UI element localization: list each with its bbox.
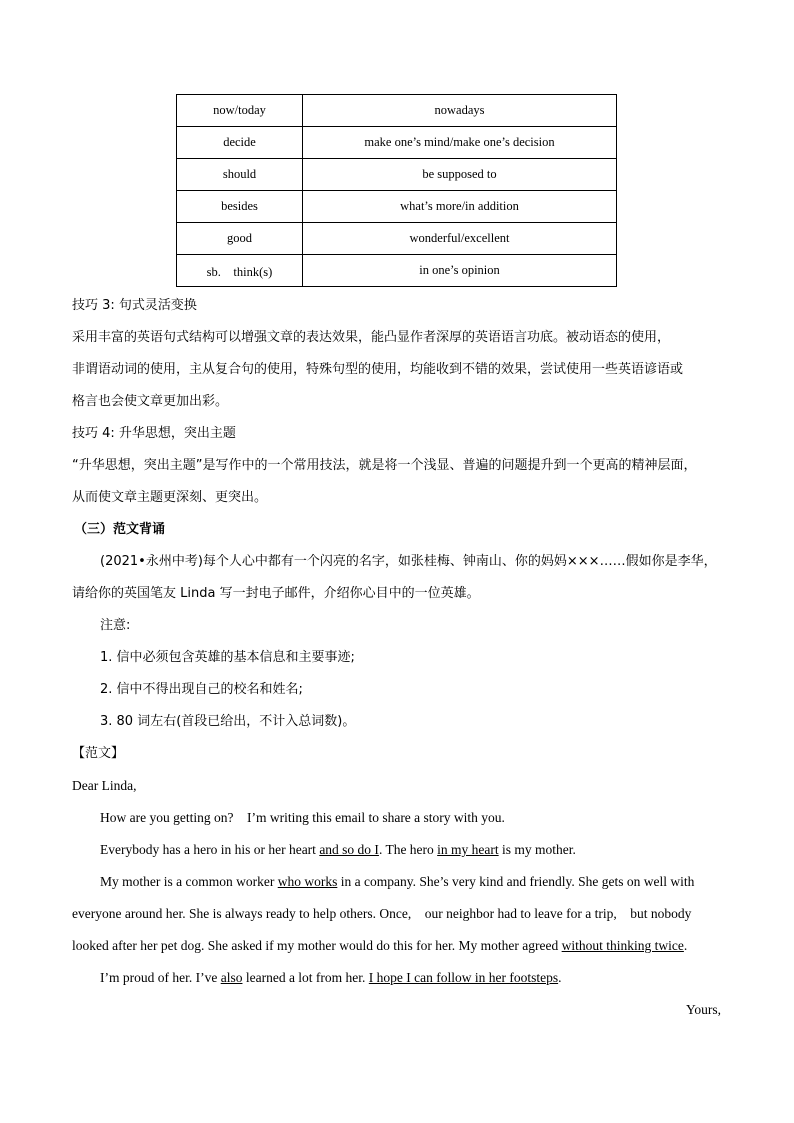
table-row <box>177 127 617 159</box>
tip3-body-line1: 采用丰富的英语句式结构可以增强文章的表达效果，能凸显作者深厚的英语语言功底。被动语态的使用， <box>72 330 671 345</box>
essay-label: 【范文】 <box>72 746 125 761</box>
table-cell-original: now/today <box>177 95 303 127</box>
tip4-body-line2: 从而使文章主题更深刻、更突出。 <box>72 490 268 505</box>
essay-paragraph-3-line1 <box>100 873 694 891</box>
note-1: 1. 信中必须包含英雄的基本信息和主要事迹; <box>100 650 355 665</box>
table-row <box>177 223 617 255</box>
tip3-body-line2: 非谓语动词的使用，主从复合句的使用，特殊句型的使用，均能收到不错的效果，尝试使用一些英语谚语或 <box>72 362 684 377</box>
section-heading: （三）范文背诵 <box>74 522 166 537</box>
table-cell-original: should <box>177 159 303 191</box>
tip4-body-line1: “升华思想，突出主题”是写作中的一个常用技法，就是将一个浅显、普遍的问题提升到一个更高的精神层面， <box>72 458 697 473</box>
essay-paragraph-1: How are you getting on? I’m writing this email to share a story with you. <box>100 810 505 825</box>
essay-text: . <box>558 970 562 985</box>
table-cell-advanced: in one’s opinion <box>303 255 617 287</box>
essay-paragraph-4 <box>100 969 562 987</box>
underlined-phrase: who works <box>277 874 338 889</box>
table-row <box>177 159 617 191</box>
essay-text: in a company. She’s very kind and friendly. She gets on well with <box>337 874 695 889</box>
essay-text: . <box>683 938 688 953</box>
table-cell-original: decide <box>177 127 303 159</box>
underlined-phrase: I hope I can follow in her footsteps <box>368 970 559 985</box>
table-row <box>177 95 617 127</box>
table-row <box>177 191 617 223</box>
table-cell-advanced: nowadays <box>303 95 617 127</box>
tip3-body-line3: 格言也会使文章更加出彩。 <box>72 394 229 409</box>
underlined-phrase: in my heart <box>437 842 499 857</box>
essay-text: learned a lot from her. <box>242 970 369 985</box>
prompt-line2: 请给你的英国笔友 Linda 写一封电子邮件，介绍你心目中的一位英雄。 <box>72 586 480 601</box>
underlined-phrase: also <box>220 970 243 985</box>
prompt-line1: (2021•永州中考)每个人心中都有一个闪亮的名字，如张桂梅、钟南山、你的妈妈×××……假如你是李华， <box>100 554 717 569</box>
table-cell-original: sb. think(s) <box>177 255 303 287</box>
table-cell-advanced: make one’s mind/make one’s decision <box>303 127 617 159</box>
note-3: 3. 80 词左右(首段已给出，不计入总词数)。 <box>100 714 356 729</box>
essay-text: . The hero <box>378 842 438 857</box>
underlined-phrase: without thinking twice <box>561 938 684 953</box>
essay-text: I’m proud of her. I’ve <box>100 970 221 985</box>
table-cell-advanced: what’s more/in addition <box>303 191 617 223</box>
table-cell-advanced: wonderful/excellent <box>303 223 617 255</box>
tip4-title: 技巧 4: 升华思想，突出主题 <box>72 426 236 441</box>
table-cell-original: good <box>177 223 303 255</box>
essay-closing: Yours, <box>685 1002 721 1017</box>
notes-label: 注意: <box>100 618 131 633</box>
essay-paragraph-3-line3 <box>72 937 687 955</box>
table-cell-advanced: be supposed to <box>303 159 617 191</box>
tip3-title: 技巧 3: 句式灵活变换 <box>72 298 197 313</box>
note-2: 2. 信中不得出现自己的校名和姓名; <box>100 682 303 697</box>
vocabulary-table <box>176 94 617 287</box>
essay-paragraph-2 <box>100 841 576 859</box>
table-row <box>177 255 617 287</box>
table-cell-original: besides <box>177 191 303 223</box>
essay-text: looked after her pet dog. She asked if my mother would do this for her. My mother agreed <box>72 938 562 953</box>
essay-text: is my mother. <box>498 842 576 857</box>
essay-text: Everybody has a hero in his or her heart <box>100 842 320 857</box>
underlined-phrase: and so do I <box>319 842 379 857</box>
essay-paragraph-3-line2: everyone around her. She is always ready to help others. Once, our neighbor had to leave for a trip, but nobody <box>72 906 692 921</box>
essay-text: My mother is a common worker <box>100 874 278 889</box>
essay-salutation: Dear Linda, <box>72 778 137 793</box>
